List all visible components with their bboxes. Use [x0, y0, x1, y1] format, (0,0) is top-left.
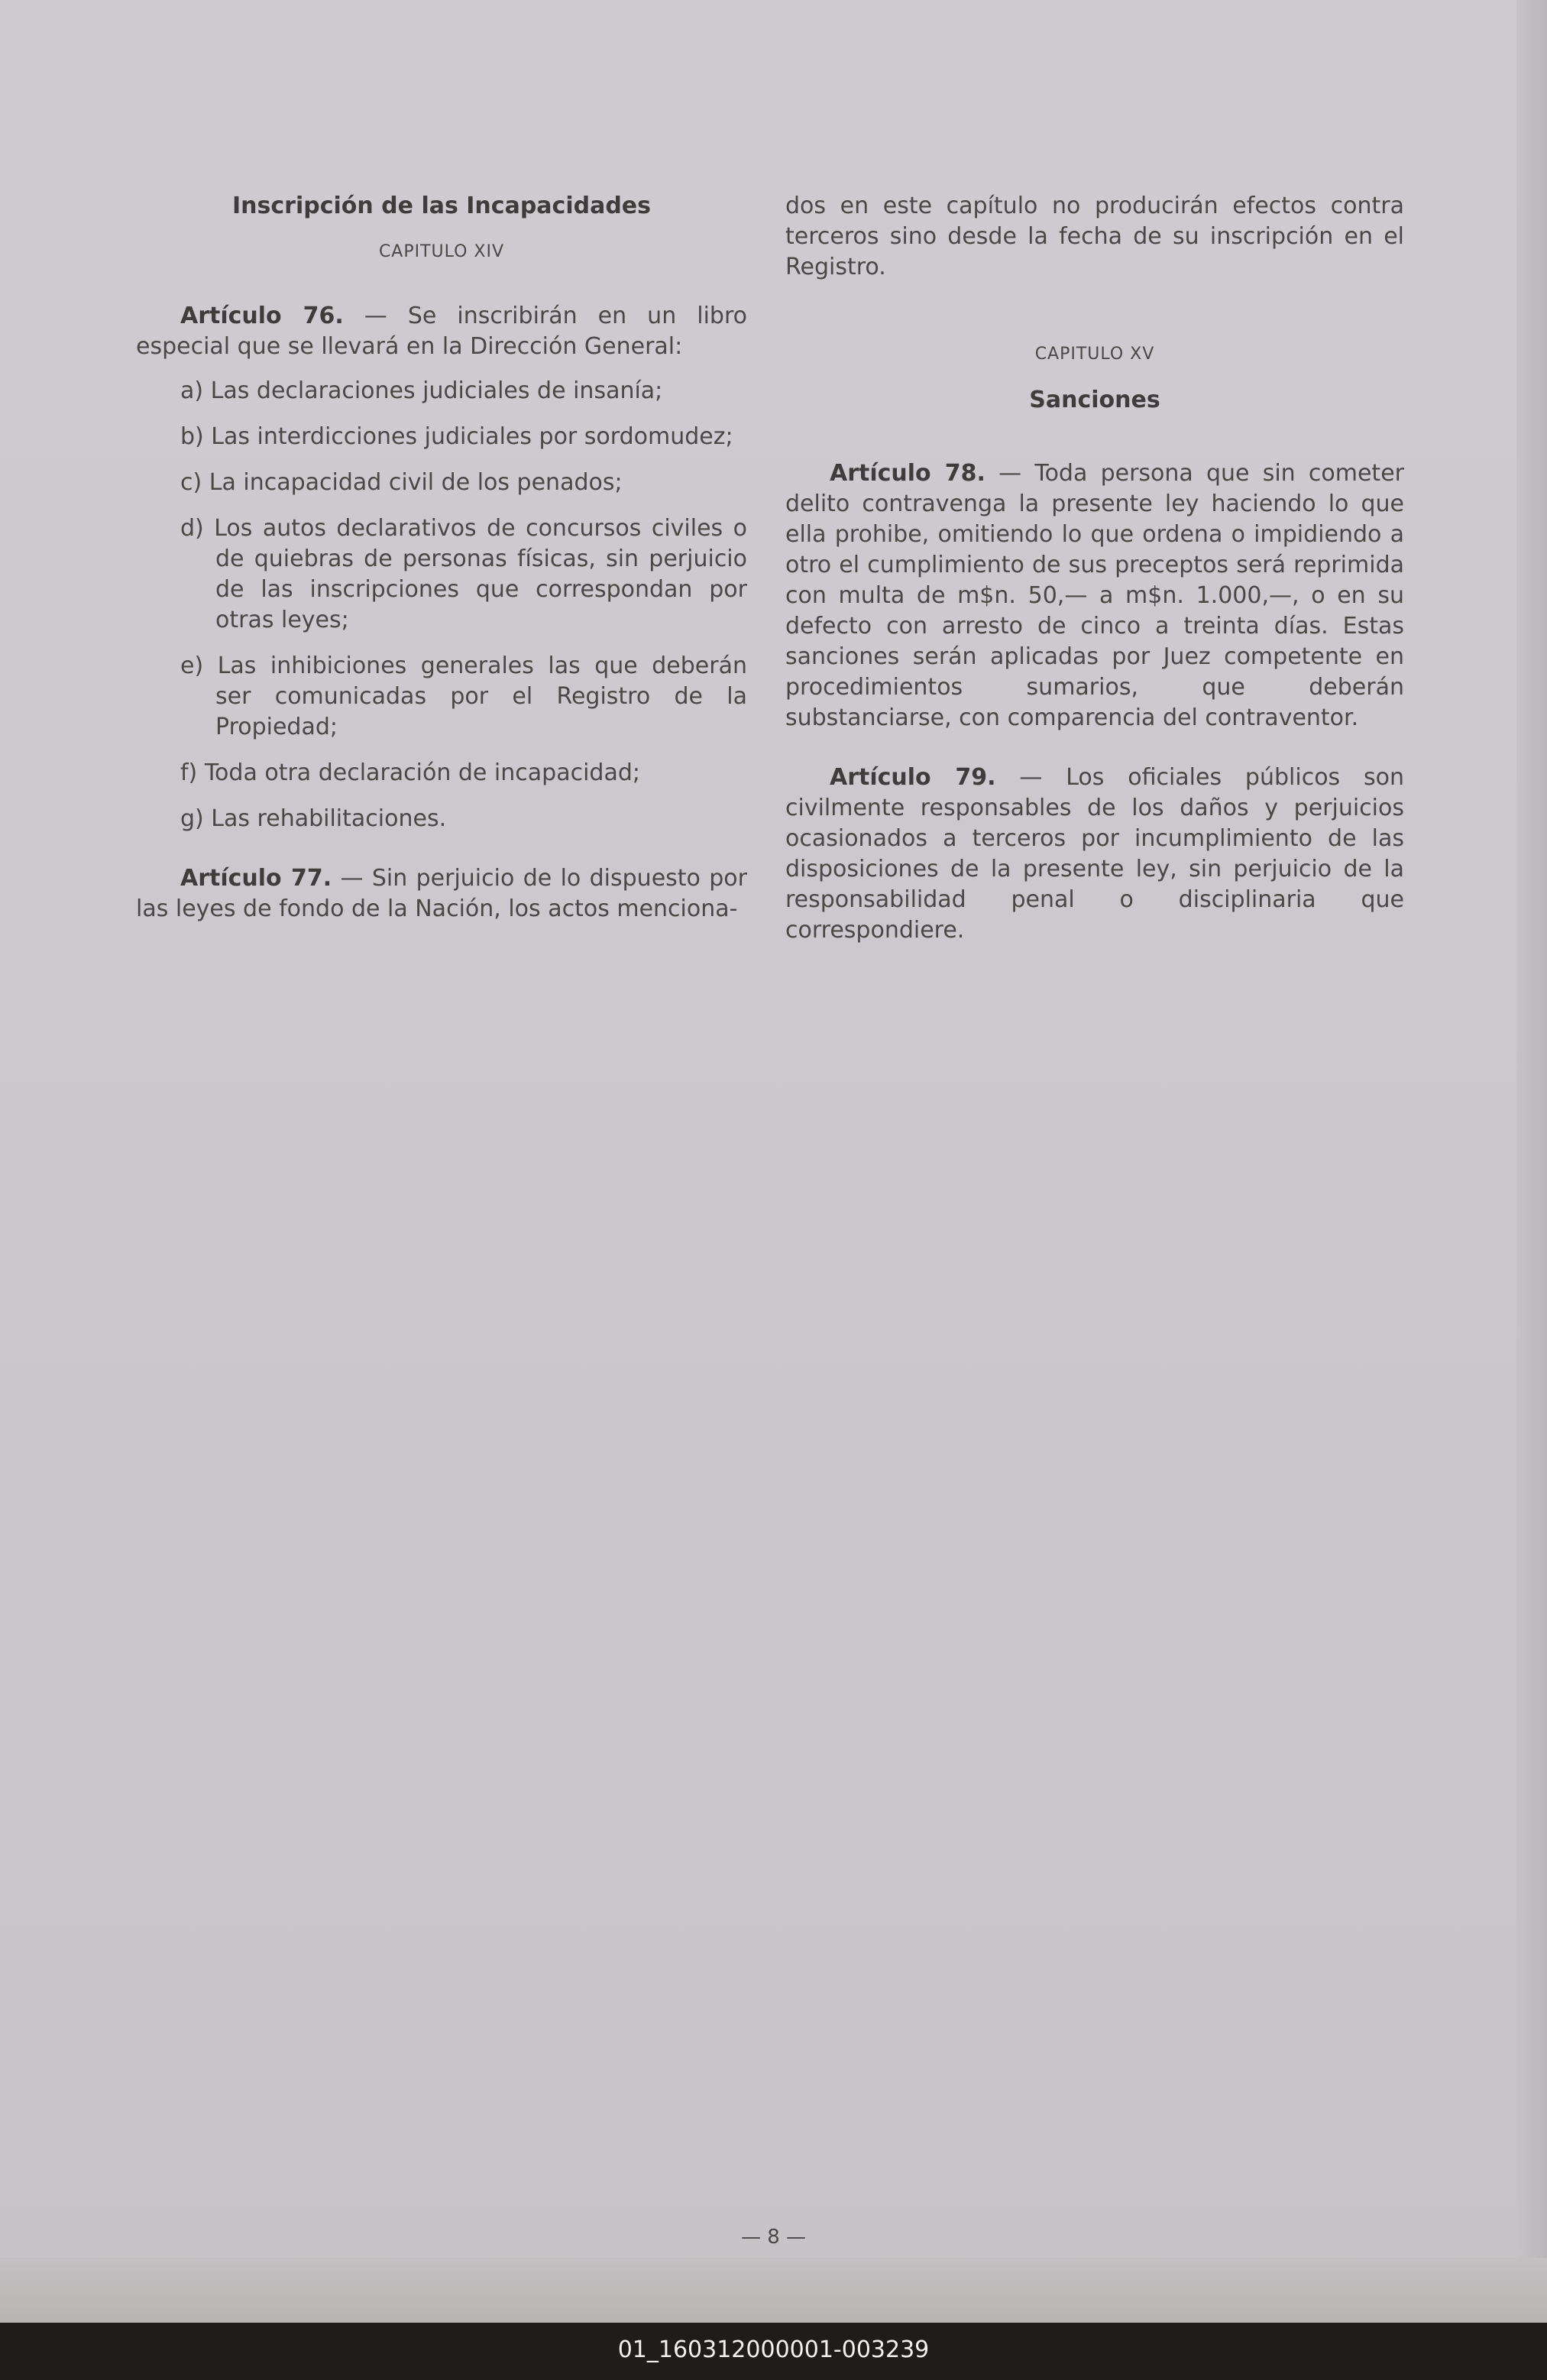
- chapter-label-xiv: CAPITULO XIV: [378, 242, 505, 261]
- list-item-text: La incapacidad civil de los penados;: [209, 469, 623, 496]
- section-heading-sanciones: Sanciones: [1029, 387, 1160, 413]
- list-item-text: Las rehabilitaciones.: [211, 805, 447, 832]
- article-77-title: Artículo 77.: [180, 865, 332, 892]
- page-bottom-edge: [0, 2258, 1547, 2323]
- article-76-text: — Se inscribirán en un libro especial que se llevará en la Dirección General:: [136, 303, 747, 360]
- chapter-label-xv: CAPITULO XV: [1034, 345, 1155, 364]
- list-item-letter: f): [180, 759, 198, 786]
- article-77-continuation: dos en este capítulo no producirán efectos contra terceros sino desde la fecha de su inscripción en el Registro.: [785, 193, 1404, 280]
- list-item-letter: c): [180, 469, 202, 496]
- page-number: — 8 —: [740, 2226, 807, 2249]
- article-78-title: Artículo 78.: [830, 460, 985, 487]
- article-76: [136, 301, 747, 362]
- incapacity-list: [136, 376, 747, 834]
- page-edge: [1516, 0, 1547, 2323]
- list-item-letter: e): [180, 652, 204, 679]
- article-77-text: — Sin perjuicio de lo dispuesto por las leyes de fondo de la Nación, los actos menciona-: [136, 865, 747, 922]
- list-item-text: Las inhibiciones generales las que deberán ser comunicadas por el Registro de la Propiedad;: [215, 652, 747, 740]
- list-item-letter: g): [180, 805, 204, 832]
- section-heading-incapacidades: Inscripción de las Incapacidades: [231, 193, 651, 219]
- left-column: [136, 191, 747, 924]
- scan-id-label: 01_160312000001-003239: [617, 2336, 930, 2363]
- list-item: [136, 651, 747, 743]
- list-item: [136, 758, 747, 788]
- list-item-letter: b): [180, 423, 204, 450]
- list-item-text: Las declaraciones judiciales de insanía;: [210, 377, 663, 404]
- article-77: [136, 863, 747, 924]
- article-79-title: Artículo 79.: [830, 764, 996, 791]
- list-item: [136, 376, 747, 406]
- list-item-text: Las interdicciones judiciales por sordomudez;: [211, 423, 733, 450]
- list-item-text: Toda otra declaración de incapacidad;: [204, 759, 640, 786]
- list-item-letter: a): [180, 377, 204, 404]
- article-76-title: Artículo 76.: [180, 303, 344, 329]
- list-item: [136, 513, 747, 636]
- list-item: [136, 804, 747, 834]
- article-78: [785, 458, 1404, 733]
- right-column: [785, 191, 1404, 946]
- list-item: [136, 468, 747, 498]
- list-item-letter: d): [180, 515, 204, 542]
- article-78-text: — Toda persona que sin cometer delito contravenga la presente ley haciendo lo que ella prohibe, omitiendo lo que ordena o impidiendo a otro el cumplimiento de sus preceptos será reprimida con multa de m$n. 50,— a m$n. 1.000,—, o en su defecto con arresto de cinco a treinta días. Estas sanciones serán aplicadas por Juez competente en procedimientos sumarios, que deberán substanciarse, con comparencia del contraventor.: [785, 460, 1404, 731]
- article-79: [785, 763, 1404, 946]
- list-item-text: Los autos declarativos de concursos civiles o de quiebras de personas físicas, sin perjuicio de las inscripciones que correspondan por otras leyes;: [214, 515, 747, 633]
- list-item: [136, 422, 747, 452]
- article-79-text: — Los oficiales públicos son civilmente responsables de los daños y perjuicios ocasionados a terceros por incumplimiento de las disposiciones de la presente ley, sin perjuicio de la responsabilidad penal o disciplinaria que correspondiere.: [785, 764, 1405, 944]
